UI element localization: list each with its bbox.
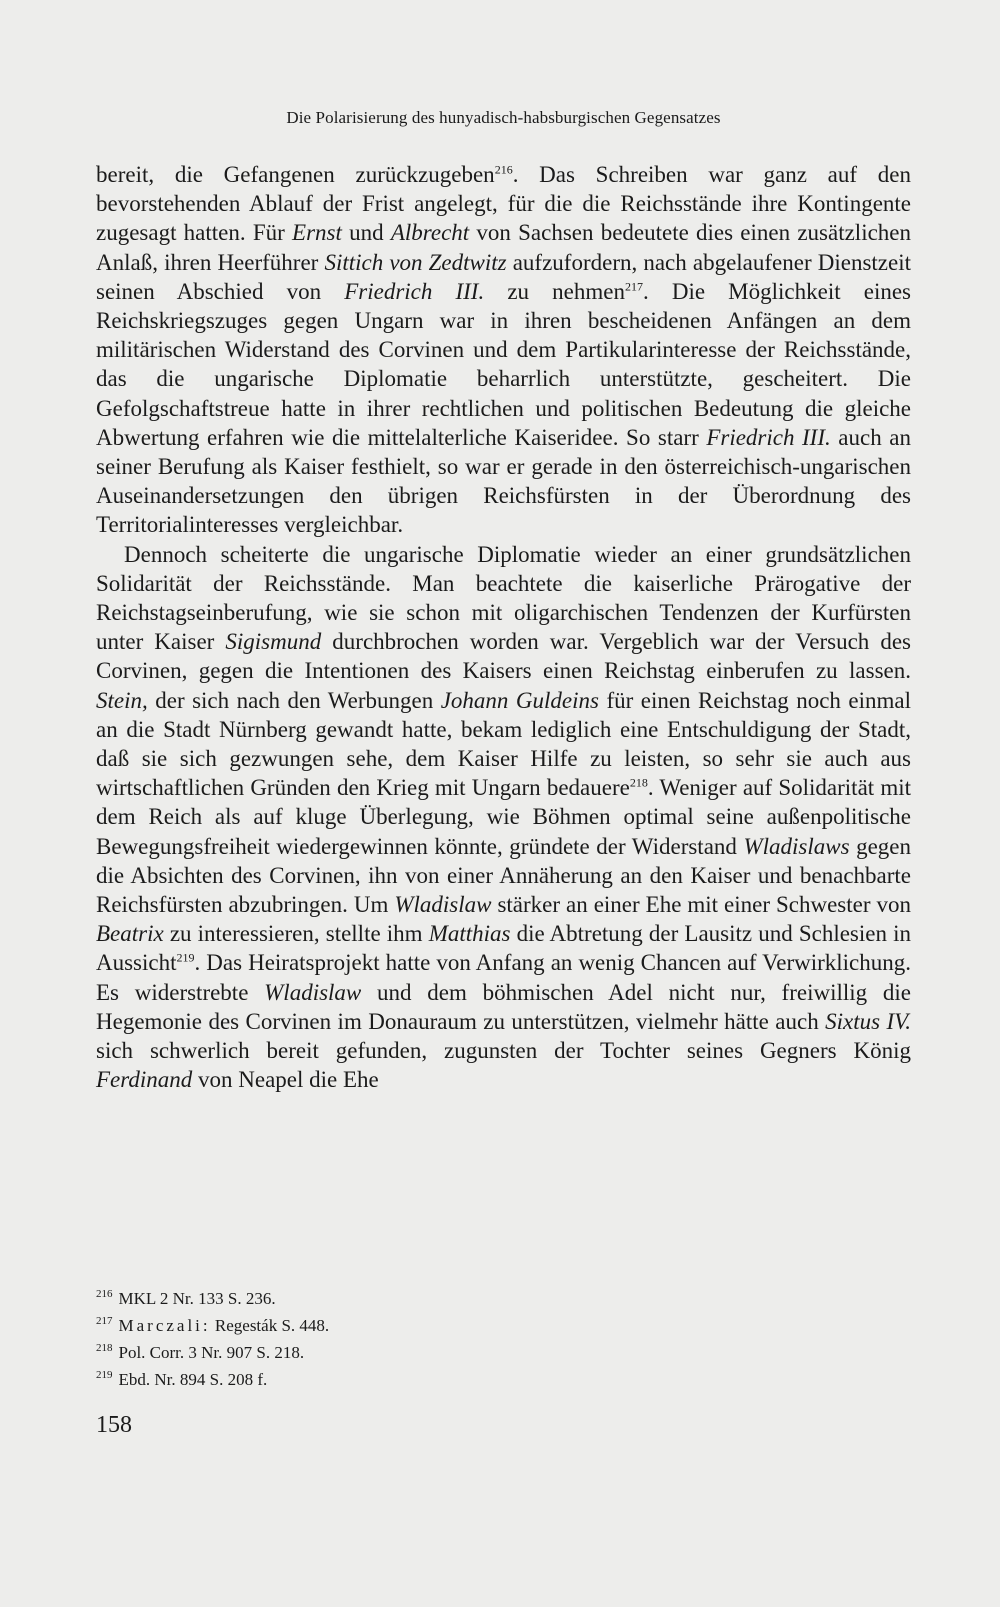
running-head: Die Polarisierung des hunyadisch-habsburgischen Gegensatzes bbox=[286, 108, 721, 127]
text-run: von Neapel die Ehe bbox=[192, 1067, 379, 1093]
footnote-ref-219[interactable]: 219 bbox=[176, 950, 195, 965]
text-run: für einen Reichstag noch einmal an die Stadt Nürnberg gewandt hatte, bekam lediglich eine Entschuldigung der Stadt, daß sie sich gezwungen sehe, dem Kaiser Hilfe zu leisten, so sehr sie auch aus wirtschaftlichen Gründen den Krieg mit Ungarn bedauere bbox=[96, 687, 911, 801]
footnote-218 bbox=[96, 1339, 911, 1366]
text-run: . Weniger auf Solidarität mit dem Reich als auf kluge Überlegung, wie Böhmen optimal seine außenpolitische Bewegungsfreiheit wiedergewinnen könnte, gründete der Widerstand bbox=[96, 775, 911, 859]
person-name: Sigismund bbox=[225, 629, 322, 655]
person-name: Friedrich III. bbox=[706, 424, 831, 450]
footnotes bbox=[96, 1285, 911, 1393]
person-name: Johann Guldeins bbox=[440, 687, 599, 713]
text-run: der sich nach den Werbungen bbox=[147, 687, 441, 713]
text-run: bereit, die Gefangenen zurückzugeben bbox=[96, 162, 495, 187]
footnote-author: Marczali: bbox=[118, 1316, 211, 1335]
person-name: Sixtus IV. bbox=[825, 1008, 912, 1034]
text-run: . Die Möglichkeit eines Reichskriegszuges gegen Ungarn war in ihren bescheidenen Anfängen an dem militärischen Widerstand des Corvinen und dem Partikularinteresse der Reichsstände, das die ungarische Diplomatie beharrlich unterstützte, gescheitert. Die Gefolgschaftstreue hatte in ihrer rechtlichen und politischen Bedeutung die gleiche Abwertung erfahren wie die mittelalterliche Kaiseridee. So starr bbox=[96, 278, 911, 450]
text-run: und dem böhmischen Adel nicht nur, freiwillig die Hegemonie des Corvinen im Donauraum zu unterstützen, vielmehr hätte auch bbox=[96, 979, 911, 1034]
footnote-217 bbox=[96, 1312, 911, 1339]
person-name: Albrecht bbox=[390, 220, 470, 246]
text-run: Dennoch scheiterte die ungarische Diplomatie wieder an einer grundsätzlichen Solidarität der Reichsstände. Man beachtete die kaiserliche Prärogative der Reichstagseinberufung, wie sie schon mit oligarchischen Tendenzen der Kurfürsten unter Kaiser bbox=[96, 541, 911, 655]
paragraph-2 bbox=[96, 540, 911, 1095]
footnote-number: 219 bbox=[96, 1369, 113, 1382]
footnote-219 bbox=[96, 1366, 911, 1393]
text-run: aufzufordern, nach abgelaufener Dienstzeit seinen Abschied von bbox=[96, 249, 911, 304]
person-name: Stein, bbox=[96, 687, 148, 713]
footnote-number: 216 bbox=[96, 1288, 113, 1301]
text-run: von Sachsen bedeutete dies einen zusätzlichen Anlaß, ihren Heerführer bbox=[96, 220, 911, 275]
person-name: Friedrich III. bbox=[344, 278, 485, 304]
text-run: stärker an einer Ehe mit einer Schwester von bbox=[491, 892, 911, 918]
page-number: 158 bbox=[96, 1412, 132, 1438]
footnote-ref-218[interactable]: 218 bbox=[629, 775, 648, 790]
footnote-text: Ebd. Nr. 894 S. 208 f. bbox=[118, 1370, 268, 1389]
paragraph-1 bbox=[96, 160, 911, 540]
person-name: Sittich von Zedtwitz bbox=[324, 249, 507, 275]
footnote-text: Pol. Corr. 3 Nr. 907 S. 218. bbox=[118, 1343, 305, 1362]
person-name: Wladislaw bbox=[264, 979, 362, 1005]
footnote-text: Regesták S. 448. bbox=[210, 1316, 330, 1335]
text-run: die Abtretung der Lausitz und Schlesien in Aussicht bbox=[96, 921, 911, 976]
text-run: sich schwerlich bereit gefunden, zugunsten der Tochter seines Gegners König bbox=[96, 1038, 911, 1064]
person-name: Wladislaw bbox=[394, 892, 492, 918]
text-run: zu interessieren, stellte ihm bbox=[163, 921, 429, 947]
footnote-text: MKL 2 Nr. 133 S. 236. bbox=[118, 1289, 276, 1308]
text-run: gegen die Absichten des Corvinen, ihn von einer Annäherung an den Kaiser und benachbarte Reichsfürsten abzubringen. Um bbox=[96, 833, 911, 918]
text-run: und bbox=[341, 220, 391, 246]
footnote-ref-217[interactable]: 217 bbox=[624, 279, 643, 294]
footnote-number: 217 bbox=[96, 1315, 113, 1328]
text-run: zu nehmen bbox=[484, 278, 625, 304]
person-name: Beatrix bbox=[96, 921, 164, 947]
text-run: . Das Schreiben war ganz auf den bevorstehenden Ablauf der Frist angelegt, für die die Reichsstände ihre Kontingente zugesagt hatten. Für bbox=[96, 162, 911, 246]
text-run: . Das Heiratsprojekt hatte von Anfang an wenig Chancen auf Verwirklichung. Es widerstrebte bbox=[96, 950, 911, 1005]
text-run: auch an seiner Berufung als Kaiser festhielt, so war er gerade in den österreichisch-ungarischen Auseinandersetzungen den übrigen Reichsfürsten in der Überordnung des Territorialinteresses vergleichbar. bbox=[96, 424, 911, 538]
footnote-number: 218 bbox=[96, 1342, 113, 1355]
person-name: Wladislaws bbox=[743, 833, 850, 859]
person-name: Matthias bbox=[428, 921, 511, 947]
person-name: Ferdinand bbox=[96, 1067, 193, 1093]
footnote-216 bbox=[96, 1285, 911, 1312]
footnote-ref-216[interactable]: 216 bbox=[494, 162, 513, 177]
text-run: durchbrochen worden war. Vergeblich war der Versuch des Corvinen, gegen die Intentionen des Kaisers einen Reichstag einberufen zu lassen. bbox=[96, 629, 911, 684]
body-text bbox=[96, 160, 911, 1095]
person-name: Ernst bbox=[292, 220, 342, 246]
